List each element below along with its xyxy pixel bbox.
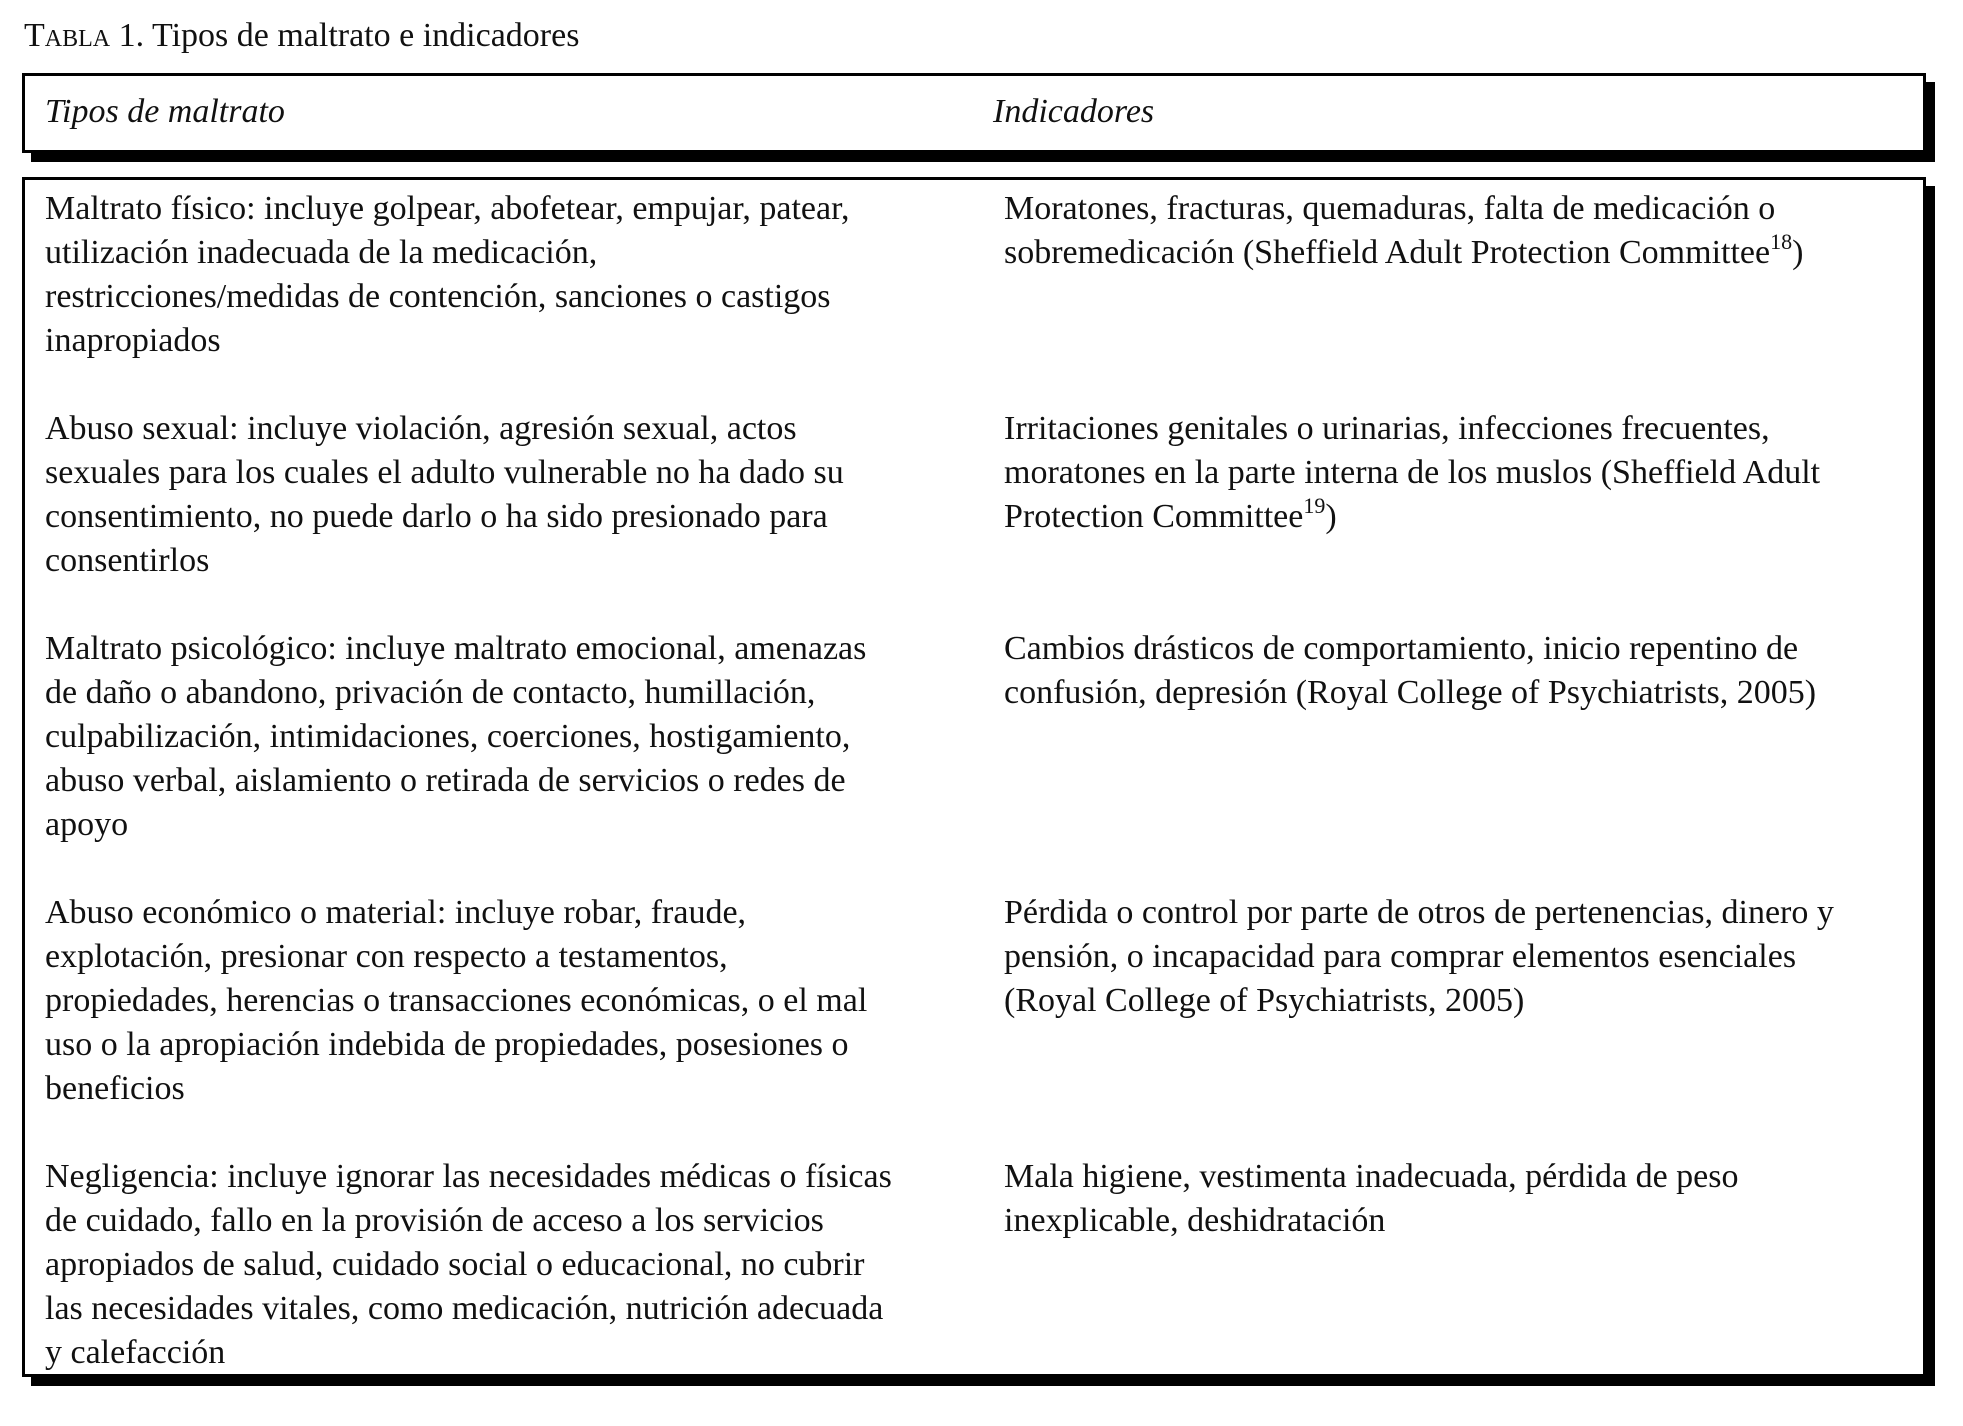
text-line: pensión, o incapacidad para comprar elementos esenciales [1004, 938, 1797, 975]
text-line: las necesidades vitales, como medicación, nutrición adecuada [45, 1290, 884, 1327]
table-body [22, 177, 1926, 1377]
text-line: propiedades, herencias o transacciones económicas, o el mal [45, 982, 868, 1019]
text-line: abuso verbal, aislamiento o retirada de servicios o redes de [45, 762, 846, 799]
text-line: Abuso económico o material: incluye robar, fraude, [45, 894, 747, 931]
text-line: Maltrato psicológico: incluye maltrato emocional, amenazas [45, 630, 867, 667]
caption-text: 1. Tipos de maltrato e indicadores [110, 17, 580, 54]
text: sobremedicación (Sheffield Adult Protection Committee [1004, 234, 1771, 271]
text-line: consentirlos [45, 542, 210, 579]
maltrato-type-cell [45, 627, 1005, 847]
text-line: Moratones, fracturas, quemaduras, falta de medicación o [1004, 190, 1776, 227]
text-line: inexplicable, deshidratación [1004, 1202, 1386, 1239]
text-line: confusión, depresión (Royal College of Psychiatrists, 2005) [1004, 674, 1817, 711]
text-line: Negligencia: incluye ignorar las necesidades médicas o físicas [45, 1158, 892, 1195]
text-line [1004, 231, 1924, 275]
indicators-cell [1004, 1155, 1924, 1243]
table-header [22, 73, 1926, 153]
text-line: moratones en la parte interna de los muslos (Sheffield Adult [1004, 454, 1821, 491]
text-line: Abuso sexual: incluye violación, agresión sexual, actos [45, 410, 797, 447]
caption-label: Tabla [24, 17, 111, 54]
text-line: apropiados de salud, cuidado social o educacional, no cubrir [45, 1246, 865, 1283]
maltrato-type-cell [45, 1155, 1005, 1375]
reference-number: 19 [1303, 493, 1326, 518]
text-line: de daño o abandono, privación de contacto, humillación, [45, 674, 816, 711]
indicators-cell [1004, 627, 1924, 715]
text-line: uso o la apropiación indebida de propiedades, posesiones o [45, 1026, 849, 1063]
text-line: Pérdida o control por parte de otros de pertenencias, dinero y [1004, 894, 1834, 931]
text-line: explotación, presionar con respecto a testamentos, [45, 938, 728, 975]
text-line: Cambios drásticos de comportamiento, inicio repentino de [1004, 630, 1799, 667]
indicators-cell [1004, 891, 1924, 1023]
text-line: restricciones/medidas de contención, sanciones o castigos [45, 278, 831, 315]
maltrato-type-cell [45, 407, 1005, 583]
table-caption [24, 14, 579, 58]
text: ) [1792, 234, 1804, 271]
text-line: sexuales para los cuales el adulto vulnerable no ha dado su [45, 454, 844, 491]
text-line: utilización inadecuada de la medicación, [45, 234, 598, 271]
text: ) [1325, 498, 1337, 535]
text-line: (Royal College of Psychiatrists, 2005) [1004, 982, 1525, 1019]
text-line: beneficios [45, 1070, 185, 1107]
text-line: inapropiados [45, 322, 221, 359]
text-line [1004, 495, 1924, 539]
maltrato-type-cell [45, 891, 1005, 1111]
text-line: apoyo [45, 806, 129, 843]
header-tipos-de-maltrato: Tipos de maltrato [45, 93, 285, 130]
text-line: Maltrato físico: incluye golpear, abofetear, empujar, patear, [45, 190, 850, 227]
text-line: culpabilización, intimidaciones, coerciones, hostigamiento, [45, 718, 851, 755]
maltrato-type-cell [45, 187, 1005, 363]
text-line: Irritaciones genitales o urinarias, infecciones frecuentes, [1004, 410, 1770, 447]
text-line: Mala higiene, vestimenta inadecuada, pérdida de peso [1004, 1158, 1739, 1195]
text-line: y calefacción [45, 1334, 226, 1371]
text: Protection Committee [1004, 498, 1304, 535]
indicators-cell [1004, 407, 1924, 539]
reference-number: 18 [1770, 229, 1793, 254]
header-indicadores: Indicadores [993, 93, 1155, 130]
text-line: consentimiento, no puede darlo o ha sido presionado para [45, 498, 828, 535]
indicators-cell [1004, 187, 1924, 275]
text-line: de cuidado, fallo en la provisión de acceso a los servicios [45, 1202, 824, 1239]
